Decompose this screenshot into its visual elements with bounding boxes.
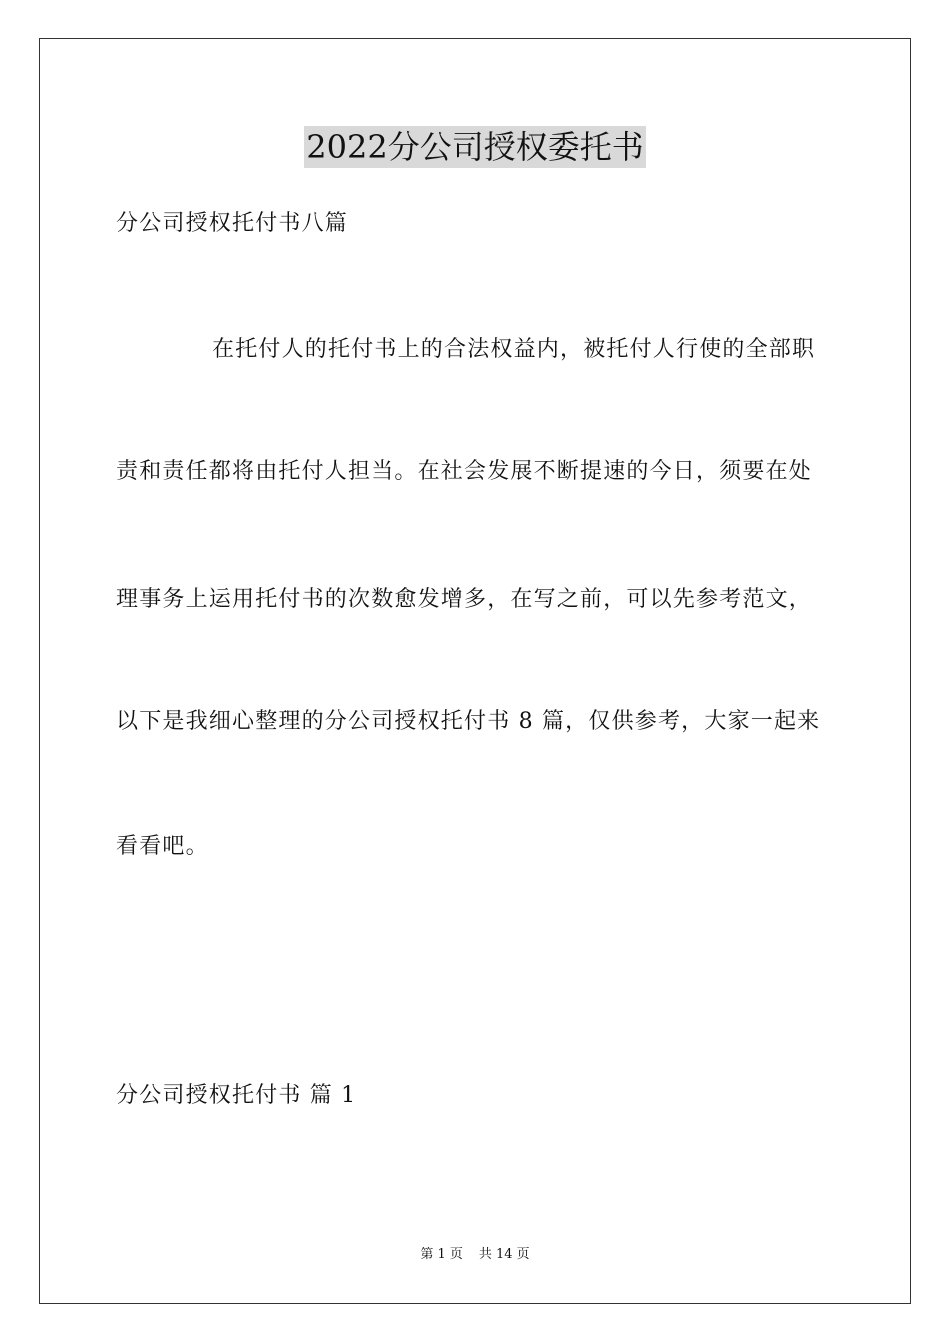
paragraph-line-4: 以下是我细心整理的分公司授权托付书 8 篇，仅供参考，大家一起来 [116, 709, 821, 734]
paragraph-line-2: 责和责任都将由托付人担当。在社会发展不断提速的今日，须要在处 [116, 459, 813, 484]
document-title: 2022分公司授权委托书 [306, 128, 644, 166]
page-number: 第 1 页 [420, 1247, 463, 1262]
paragraph-line-5: 看看吧。 [116, 834, 209, 859]
document-subtitle: 分公司授权托付书八篇 [116, 211, 349, 236]
section-heading: 分公司授权托付书 篇 1 [116, 1083, 357, 1108]
title-container [0, 126, 950, 168]
paragraph-line-1: 在托付人的托付书上的合法权益内，被托付人行使的全部职 [212, 337, 816, 362]
page-footer [0, 1246, 950, 1264]
page-total: 共 14 页 [478, 1247, 530, 1262]
paragraph-line-3: 理事务上运用托付书的次数愈发增多，在写之前，可以先参考范文， [116, 587, 813, 612]
